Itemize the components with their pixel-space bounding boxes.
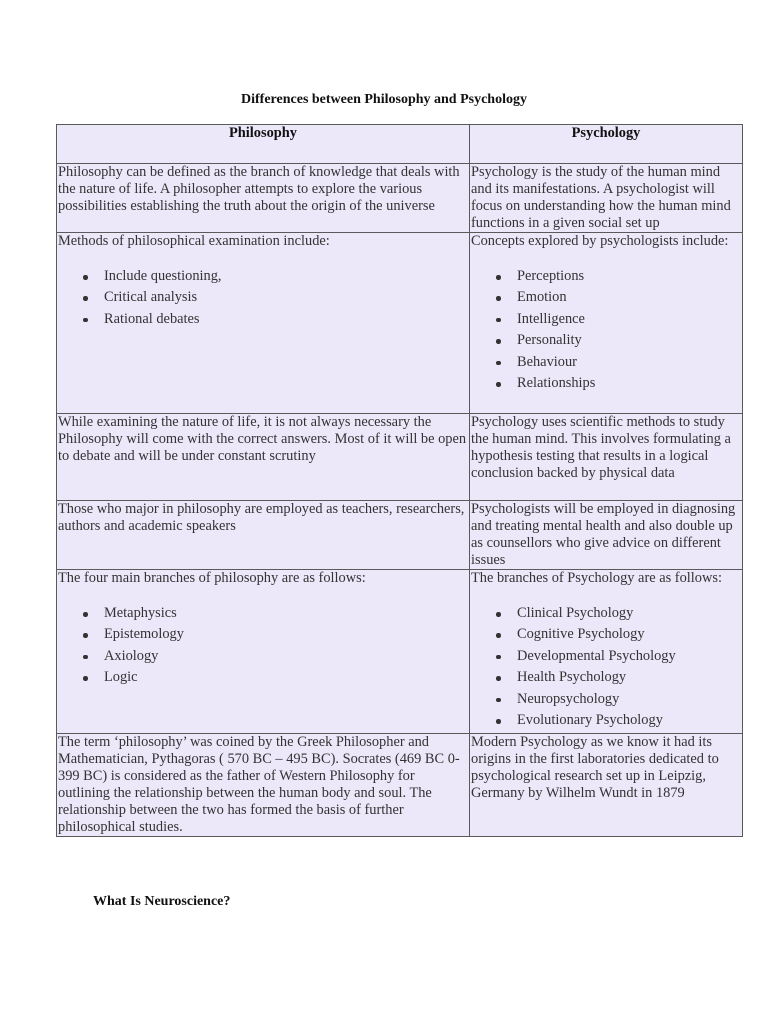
psychology-careers-cell: Psychologists will be employed in diagnosing and treating mental health and also double up as counsellors who give advice on different issues	[470, 501, 743, 570]
list-item: Cognitive Psychology	[517, 624, 741, 645]
psychology-concepts-cell	[470, 233, 743, 414]
list-item: Emotion	[517, 287, 741, 308]
list-item: Evolutionary Psychology	[517, 710, 741, 731]
list-item: Behaviour	[517, 352, 741, 373]
cell-intro-text: The branches of Psychology are as follows:	[471, 570, 722, 586]
psychology-definition-cell: Psychology is the study of the human mind and its manifestations. A psychologist will focus on understanding how the human mind functions in a given social set up	[470, 164, 743, 233]
table-row	[57, 570, 743, 734]
philosophy-branches-cell	[57, 570, 470, 734]
header-psychology: Psychology	[470, 125, 743, 164]
list-item: Developmental Psychology	[517, 646, 741, 667]
philosophy-careers-cell: Those who major in philosophy are employed as teachers, researchers, authors and academic speakers	[57, 501, 470, 570]
table-header-row	[57, 125, 743, 164]
bullet-list	[471, 266, 741, 394]
header-philosophy: Philosophy	[57, 125, 470, 164]
bullet-list	[58, 266, 468, 330]
philosophy-history-cell: The term ‘philosophy’ was coined by the Greek Philosopher and Mathematician, Pythagoras ( 570 BC – 495 BC). Socrates (469 BC 0-399 BC) is considered as the father of Western Philosophy for outlining the relationship between the human body and soul. The relationship between the two has formed the basis of further philosophical studies.	[57, 734, 470, 837]
list-item: Rational debates	[104, 309, 468, 330]
document-title: Differences between Philosophy and Psychology	[241, 92, 527, 107]
table-row	[57, 501, 743, 570]
list-item: Neuropsychology	[517, 689, 741, 710]
list-item: Intelligence	[517, 309, 741, 330]
bullet-list	[58, 603, 468, 689]
list-item: Perceptions	[517, 266, 741, 287]
list-item: Clinical Psychology	[517, 603, 741, 624]
table-row	[57, 414, 743, 501]
list-item: Relationships	[517, 373, 741, 394]
bullet-list	[471, 603, 741, 731]
comparison-table	[56, 124, 743, 837]
list-item: Personality	[517, 330, 741, 351]
table-row	[57, 734, 743, 837]
cell-intro-text: The four main branches of philosophy are as follows:	[58, 570, 366, 586]
table-row	[57, 164, 743, 233]
list-item: Health Psychology	[517, 667, 741, 688]
list-item: Metaphysics	[104, 603, 468, 624]
psychology-branches-cell	[470, 570, 743, 734]
section-heading: What Is Neuroscience?	[93, 894, 231, 909]
philosophy-answers-cell: While examining the nature of life, it is not always necessary the Philosophy will come with the correct answers. Most of it will be open to debate and will be under constant scrutiny	[57, 414, 470, 501]
cell-intro-text: Concepts explored by psychologists include:	[471, 233, 729, 249]
psychology-history-cell: Modern Psychology as we know it had its origins in the first laboratories dedicated to psychological research set up in Leipzig, Germany by Wilhelm Wundt in 1879	[470, 734, 743, 837]
list-item: Critical analysis	[104, 287, 468, 308]
list-item: Axiology	[104, 646, 468, 667]
list-item: Include questioning,	[104, 266, 468, 287]
psychology-methods-cell: Psychology uses scientific methods to study the human mind. This involves formulating a hypothesis testing that results in a logical conclusion backed by physical data	[470, 414, 743, 501]
philosophy-definition-cell: Philosophy can be defined as the branch of knowledge that deals with the nature of life. A philosopher attempts to explore the various possibilities establishing the truth about the origin of the universe	[57, 164, 470, 233]
table-row	[57, 233, 743, 414]
list-item: Epistemology	[104, 624, 468, 645]
list-item: Logic	[104, 667, 468, 688]
cell-intro-text: Methods of philosophical examination include:	[58, 233, 330, 249]
philosophy-methods-cell	[57, 233, 470, 414]
